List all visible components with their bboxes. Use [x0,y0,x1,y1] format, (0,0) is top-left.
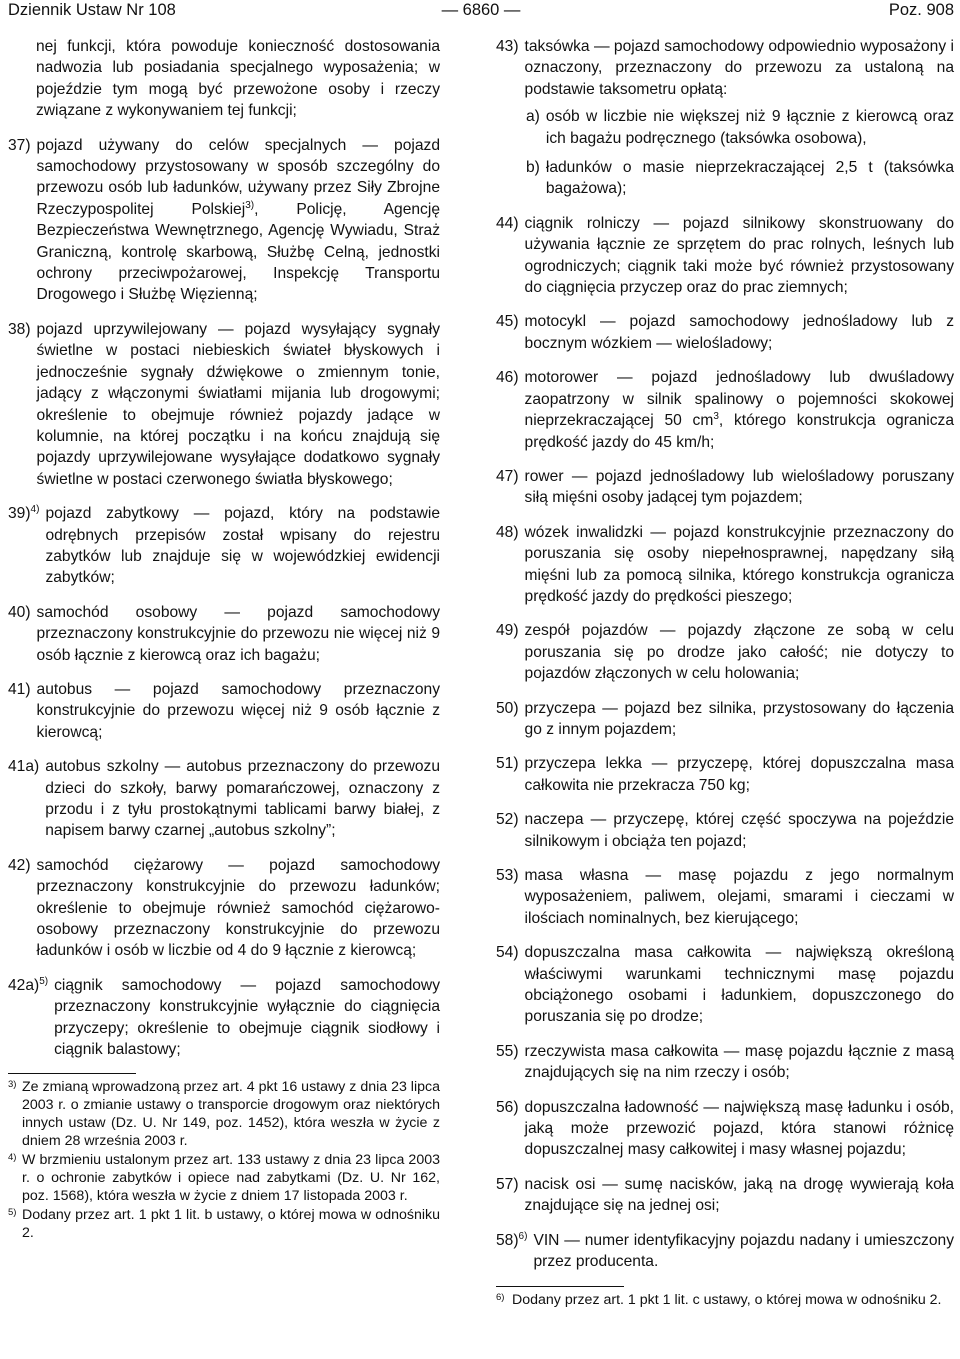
item-number: 56) [496,1098,519,1116]
item-number: 45) [496,313,519,331]
item-number: 41) [8,680,31,698]
definition-51 [496,753,954,796]
item-text: VIN — numer identyfikacyjny pojazdu nadany i umieszczony przez producenta. [533,1231,954,1271]
page-number: — 6860 — [441,1,521,19]
footnote-ref: 5) [39,975,49,987]
item-number: 42) [8,856,31,874]
item-number: 55) [496,1042,519,1060]
item-text-b: , którego konstrukcja ogranicza prędkość jazdy do 45 km/h; [524,412,954,451]
item-number: 48) [496,523,519,541]
item-number: 37) [8,136,31,154]
sub-text: osób w liczbie nie większej niż 9 łącznie z kierowcą oraz ich bagażu podręcznego (taksówka osobowa), [545,108,954,147]
definition-38 [8,319,440,490]
footnote-3 [8,1078,440,1150]
footnote-divider [496,1286,624,1287]
footnotes-right [496,1291,954,1309]
item-number: 44) [496,214,519,232]
definition-55 [496,1041,954,1084]
footnote-text: Dodany przez art. 1 pkt 1 lit. c ustawy, o której mowa w odnośniku 2. [512,1291,942,1308]
position-number: Poz. 908 [888,1,954,19]
item-number: 54) [496,944,519,962]
definition-42 [8,855,440,962]
item-number [496,1230,533,1273]
footnote-mark: 4) [8,1152,17,1164]
item-text: wózek inwalidzki — pojazd konstrukcyjnie przeznaczony do poruszania się osoby niepełnosprawnej, napędzany siłą mięśni lub za pomocą silnika, którego konstrukcja ogranicza prędkość jazdy do prędkości pieszego; [524,523,954,605]
definition-44 [496,213,954,299]
definition-48 [496,522,954,608]
item-number: 41a) [8,758,40,776]
item-text: ciągnik rolniczy — pojazd silnikowy skonstruowany do używania łącznie ze sprzętem do prac rolnych, leśnych lub ogrodniczych; ciągnik taki może być również przystosowany do ciągnięcia przyczep oraz do prac ziemnych; [524,214,954,297]
sub-number: b) [526,159,540,177]
item-text-a: motorower — pojazd jednośladowy lub dwuśladowy zaopatrzony w silnik spalinowy o pojemności skokowej nieprzekraczającej 50 cm [524,369,954,430]
item-text: rower — pojazd jednośladowy lub wielośladowy poruszany siłą mięśni osoby jadącej tym pojazdem; [524,467,954,507]
page-header [8,0,954,22]
definition-47 [496,466,954,509]
footnote-4 [8,1151,440,1205]
definition-57 [496,1174,954,1217]
superscript: 3 [713,410,719,422]
item-text: przyczepa — pojazd bez silnika, przystosowany do łączenia go z innym pojazdem; [524,699,954,738]
sub-number: a) [526,108,540,126]
item-text: nacisk osi — sumę nacisków, jaką na drogę wywierają koła znajdujące się na jednej osi; [524,1175,954,1215]
definition-53 [496,865,954,929]
item-number: 57) [496,1175,519,1193]
definition-52 [496,809,954,852]
item-number-text: 42a) [8,976,40,994]
item-text: dopuszczalna masa całkowita — największą określoną właściwymi warunkami technicznymi masę pojazdu obciążonego osobami i ładunkiem, dopuszczonego do poruszania się po drodze; [524,944,954,1026]
item-number: 47) [496,467,519,485]
item-text [37,135,440,306]
right-column [496,36,954,1310]
item-text: rzeczywista masa całkowita — masę pojazdu łącznie z masą znajdujących się na nim rzeczy i osób; [524,1042,954,1082]
item-number: 46) [496,369,519,387]
item-text: pojazd zabytkowy — pojazd, który na podstawie odrębnych przepisów został wpisany do rejestru zabytków lub znajduje się w wojewódzkiej ewidencji zabytków; [45,505,440,587]
item-text [525,367,954,453]
definition-43-b [526,157,954,200]
footnotes-left [8,1078,440,1242]
item-text: samochód osobowy — pojazd samochodowy przeznaczony konstrukcyjnie do przewozu nie więcej niż 9 osób łącznie z kierowcą oraz ich bagażu; [36,603,440,664]
definition-42a [8,975,440,1061]
item-number: 52) [496,811,519,829]
definition-39 [8,503,440,589]
footnote-ref: 6) [518,1230,528,1242]
item-number: 40) [8,603,31,621]
item-number: 43) [496,38,519,55]
footnote-5 [8,1206,440,1242]
definition-37 [8,135,440,306]
continuation-paragraph: nej funkcji, która powoduje konieczność dostosowania nadwozia lub posiadania specjalnego wyposażenia; w pojeździe tym mogą być przewożone osoby i rzeczy związane z wykonywaniem tej funkcji; [36,38,440,120]
definition-40 [8,602,440,666]
item-number [8,503,45,589]
item-number-text: 39) [8,505,31,523]
item-number: 50) [496,699,519,717]
item-text: przyczepa lekka — przyczepę, której dopuszczalna masa całkowita nie przekracza 750 kg; [524,755,954,794]
footnote-6 [496,1291,954,1309]
item-number: 49) [496,622,519,640]
definition-54 [496,942,954,1028]
definition-50 [496,698,954,741]
definition-41a [8,756,440,842]
item-text: naczepa — przyczepę, której część spoczywa na pojeździe silnikowym i obciąża ten pojazd; [524,811,954,850]
item-number: 53) [496,867,519,884]
footnote-ref: 3) [245,199,255,211]
item-text: zespół pojazdów — pojazdy złączone ze sobą w celu poruszania się po drodze jako całość; nie dotyczy to pojazdów złączonych w celu holowania; [524,622,954,683]
item-text: masa własna — masę pojazdu z jego normalnym wyposażeniem, paliwem, olejami, smarami i cieczami w ilościach nominalnych, bez kierującego; [524,867,954,927]
item-number-text: 58) [496,1231,519,1249]
footnote-divider [8,1073,136,1074]
item-text: samochód ciężarowy — pojazd samochodowy przeznaczony konstrukcyjnie do przewozu ładunków; określenie to obejmuje również samochód ciężarowo-osobowy przeznaczony konstrukcyjnie do przewozu ładunków i osób w liczbie od 4 do 9 łącznie z kierowcą; [36,856,440,960]
item-text: motocykl — pojazd samochodowy jednośladowy lub z bocznym wózkiem — wielośladowy; [524,313,954,352]
sub-text: ładunków o masie nieprzekraczającej 2,5 t (taksówka bagażowa); [545,159,954,198]
definition-56 [496,1097,954,1161]
item-text-a: pojazd używany do celów specjalnych — pojazd samochodowy przystosowany w sposób szczególny do przewozu osób lub ładunków, używany przez Siły Zbrojne Rzeczypospolitej Polskiej [36,136,440,218]
definition-46 [496,367,954,453]
definition-45 [496,311,954,354]
left-column [8,36,440,1243]
footnote-text: W brzmieniu ustalonym przez art. 133 ustawy z dnia 23 lipca 2003 r. o ochronie zabytków i opiece nad zabytkami (Dz. U. Nr 162, poz. 1568), która weszła w życie z dniem 17 listopada 2003 r. [22,1152,440,1205]
footnote-ref: 4) [30,503,40,515]
footnote-text: Dodany przez art. 1 pkt 1 lit. b ustawy, o której mowa w odnośniku 2. [22,1207,440,1242]
item-text: taksówka — pojazd samochodowy odpowiednio wyposażony i oznaczony, przeznaczony do przewozu za ustaloną na podstawie taksometru opłatą: [524,38,954,98]
item-number: 51) [496,755,519,773]
definition-58 [496,1230,954,1273]
footnote-mark: 6) [496,1291,505,1303]
item-text-b: , Policję, Agencję Bezpieczeństwa Wewnętrznego, Agencję Wywiadu, Straż Graniczną, kontrolę skarbową, Służbę Celną, jednostki ochrony przeciwpożarowej, Inspekcję Transportu Drogowego i Służbę Więzienną; [36,200,440,304]
definition-49 [496,620,954,684]
definition-43-a [526,106,954,149]
definition-41 [8,679,440,743]
item-text: dopuszczalna ładowność — największą masę ładunku i osób, jaką może przewozić pojazd, która stanowi różnicę dopuszczalnej masy całkowitej i masy własnej pojazdu; [524,1098,954,1159]
item-number: 38) [8,320,31,338]
item-text: autobus szkolny — autobus przeznaczony do przewozu dzieci do szkoły, barwy pomarańczowej, oznaczony z przodu i z tyłu prostokątnymi tablicami barwy białej, z napisem barwy czarnej „autobus szkolny”; [45,758,440,840]
footnote-mark: 3) [8,1079,17,1091]
journal-title: Dziennik Ustaw Nr 108 [8,1,176,19]
footnote-text: Ze zmianą wprowadzoną przez art. 4 pkt 16 ustawy z dnia 23 lipca 2003 r. o zmianie ustawy o transporcie drogowym oraz niektórych innych ustaw (Dz. U. Nr 149, poz. 1452), która weszła w życie z dniem 28 września 2003 r. [22,1079,440,1150]
footnote-mark: 5) [8,1207,17,1219]
item-text: autobus — pojazd samochodowy przeznaczony konstrukcyjnie do przewozu więcej niż 9 osób łącznie z kierowcą; [36,680,440,741]
item-text: pojazd uprzywilejowany — pojazd wysyłający sygnały świetlne w postaci niebieskich świateł błyskowych i jednocześnie sygnały dźwiękowe o zmiennym tonie, jadący z włączonymi światłami mijania lub drogowymi; określenie to obejmuje również pojazdy jadące w kolumnie, na której początku i na końcu znajdują się pojazdy uprzywilejowane wysyłające dodatkowo sygnały świetlne w postaci czerwonego światła błyskowego; [36,320,440,488]
definition-43 [496,36,954,100]
item-number [8,975,54,1061]
item-text: ciągnik samochodowy — pojazd samochodowy przeznaczony konstrukcyjnie wyłącznie do ciągnięcia przyczepy; określenie to obejmuje ciągnik siodłowy i ciągnik balastowy; [54,976,440,1059]
